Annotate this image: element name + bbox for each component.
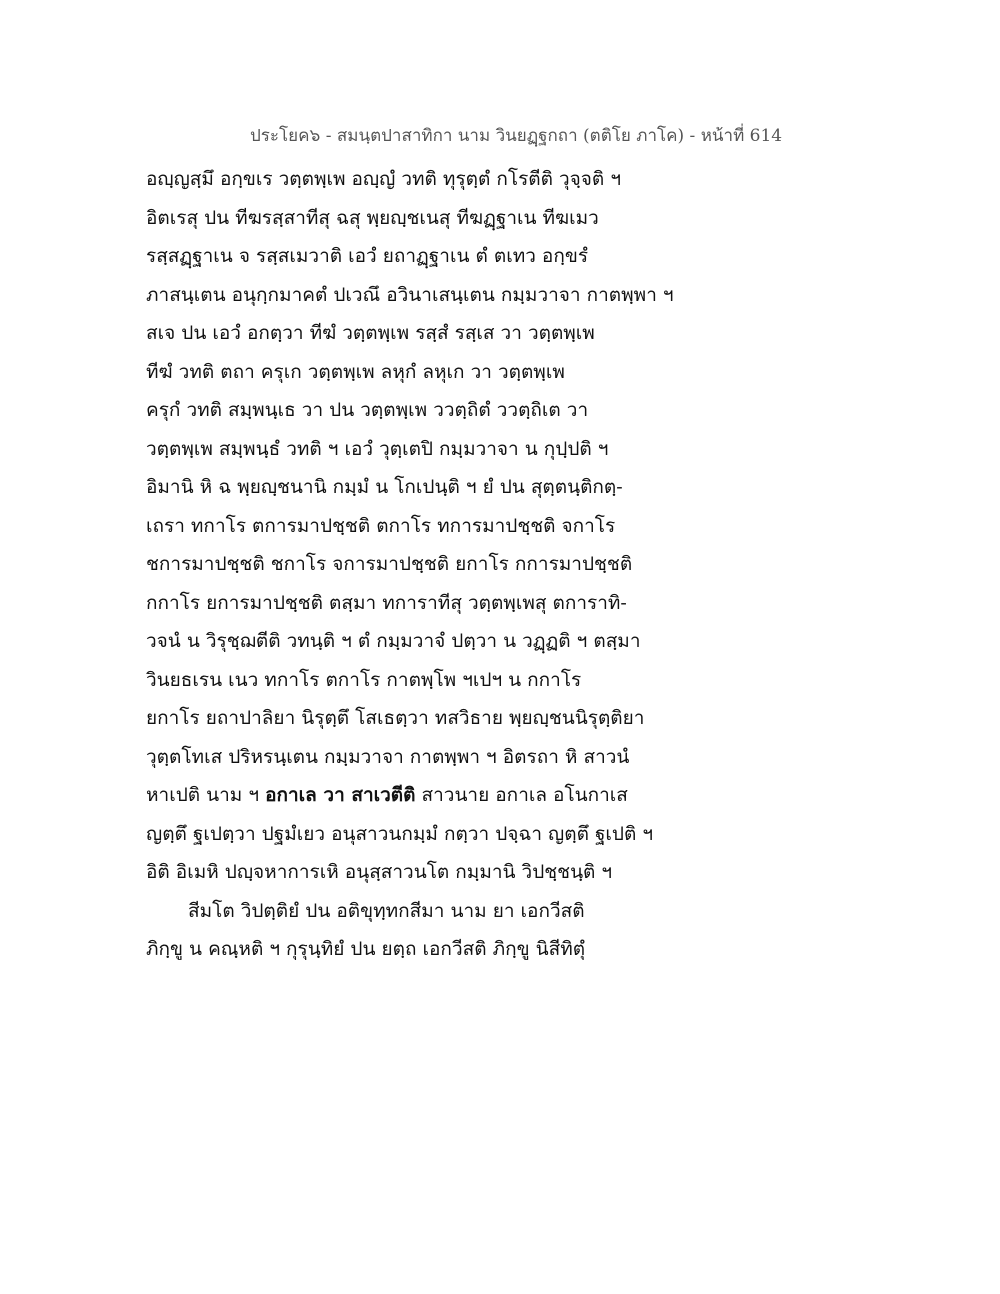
text-line: วุตฺตโทเส ปริหรนฺเตน กมฺมวาจา กาตพฺพา ฯ อิตรถา หิ สาวนํ (146, 745, 630, 768)
text-line: วตฺตพฺเพ สมฺพนฺธํ วทติ ฯ เอวํ วุตฺเตปิ กมฺมวาจา น กุปฺปติ ฯ (146, 437, 609, 460)
text-line: ภิกฺขู น คณฺหติ ฯ กุรุนฺทิยํ ปน ยตฺถ เอกวีสติ ภิกฺขู นิสีทิตุํ (146, 938, 586, 960)
text-segment: สาวนาย อกาเล อโนกาเส (415, 784, 628, 806)
text-line: สเจ ปน เอวํ อกตฺวา ทีฆํ วตฺตพฺเพ รสฺสํ รสฺเส วา วตฺตพฺเพ (146, 322, 595, 344)
text-line: รสฺสฏฺฐาเน จ รสฺสเมวาติ เอวํ ยถาฏฺฐาเน ตํ ตเทว อกฺขรํ (146, 245, 589, 267)
text-line: อิติ อิเมหิ ปญฺจหาการเหิ อนุสฺสาวนโต กมฺมานิ วิปชฺชนฺติ ฯ (146, 861, 613, 883)
text-line-with-bold (146, 776, 846, 815)
text-line: ญตฺตึ ฐเปตฺวา ปฐมํเยว อนุสาวนกมฺมํ กตฺวา ปจฺฉา ญตฺตึ ฐเปติ ฯ (146, 822, 654, 845)
body-text (146, 160, 846, 969)
text-line: อิตเรสุ ปน ทีฆรสฺสาทีสุ ฉสุ พฺยญฺชเนสุ ทีฆฏฺฐาเน ทีฆเมว (146, 206, 599, 229)
text-line: วินยธเรน เนว ทกาโร ตกาโร กาตพฺโพ ฯเปฯ น กกาโร (146, 668, 582, 691)
page-header: ประโยค๖ - สมนฺตปาสาทิกา นาม วินยฏฺฐกถา (ตติโย ภาโค) - หน้าที่ 614 (250, 126, 783, 146)
text-line: วจนํ น วิรุชฺฌตีติ วทนฺติ ฯ ตํ กมฺมวาจํ ปตฺวา น วฏฺฏติ ฯ ตสฺมา (146, 630, 641, 652)
text-line: กกาโร ยการมาปชฺชติ ตสฺมา ทการาทีสุ วตฺตพฺเพสุ ตการาทิ- (146, 591, 627, 614)
paragraph-start-line: สีมโต วิปตฺติยํ ปน อติขุทฺทกสีมา นาม ยา เอกวีสติ (188, 899, 585, 922)
text-line: ชการมาปชฺชติ ชกาโร จการมาปชฺชติ ยกาโร กการมาปชฺชติ (146, 553, 633, 575)
text-segment: หาเปติ นาม ฯ (146, 784, 266, 806)
bold-term: อกาเล วา สาเวตีติ (265, 784, 416, 806)
text-line: อิมานิ หิ ฉ พฺยญฺชนานิ กมฺมํ น โกเปนฺติ ฯ ยํ ปน สุตฺตนฺติกตฺ- (146, 476, 623, 498)
text-line: ครุกํ วทติ สมฺพนฺเธ วา ปน วตฺตพฺเพ ววตฺถิตํ ววตฺถิเต วา (146, 399, 589, 421)
text-line: ทีฆํ วทติ ตถา ครุเก วตฺตพฺเพ ลหุกํ ลหุเก วา วตฺตพฺเพ (146, 360, 565, 383)
text-line: ภาสนฺเตน อนุกฺกมาคตํ ปเวณึ อวินาเสนฺเตน กมฺมวาจา กาตพฺพา ฯ (146, 283, 674, 306)
text-line: อญฺญสฺมึ อกฺขเร วตฺตพฺเพ อญฺญํ วทติ ทุรุตฺตํ กโรตีติ วุจฺจติ ฯ (146, 168, 621, 190)
text-line: ยกาโร ยถาปาลิยา นิรุตฺตึ โสเธตฺวา ทสวิธาย พฺยญฺชนนิรุตฺติยา (146, 707, 645, 729)
text-line: เถรา ทกาโร ตการมาปชฺชติ ตกาโร ทการมาปชฺชติ จกาโร (146, 514, 616, 537)
